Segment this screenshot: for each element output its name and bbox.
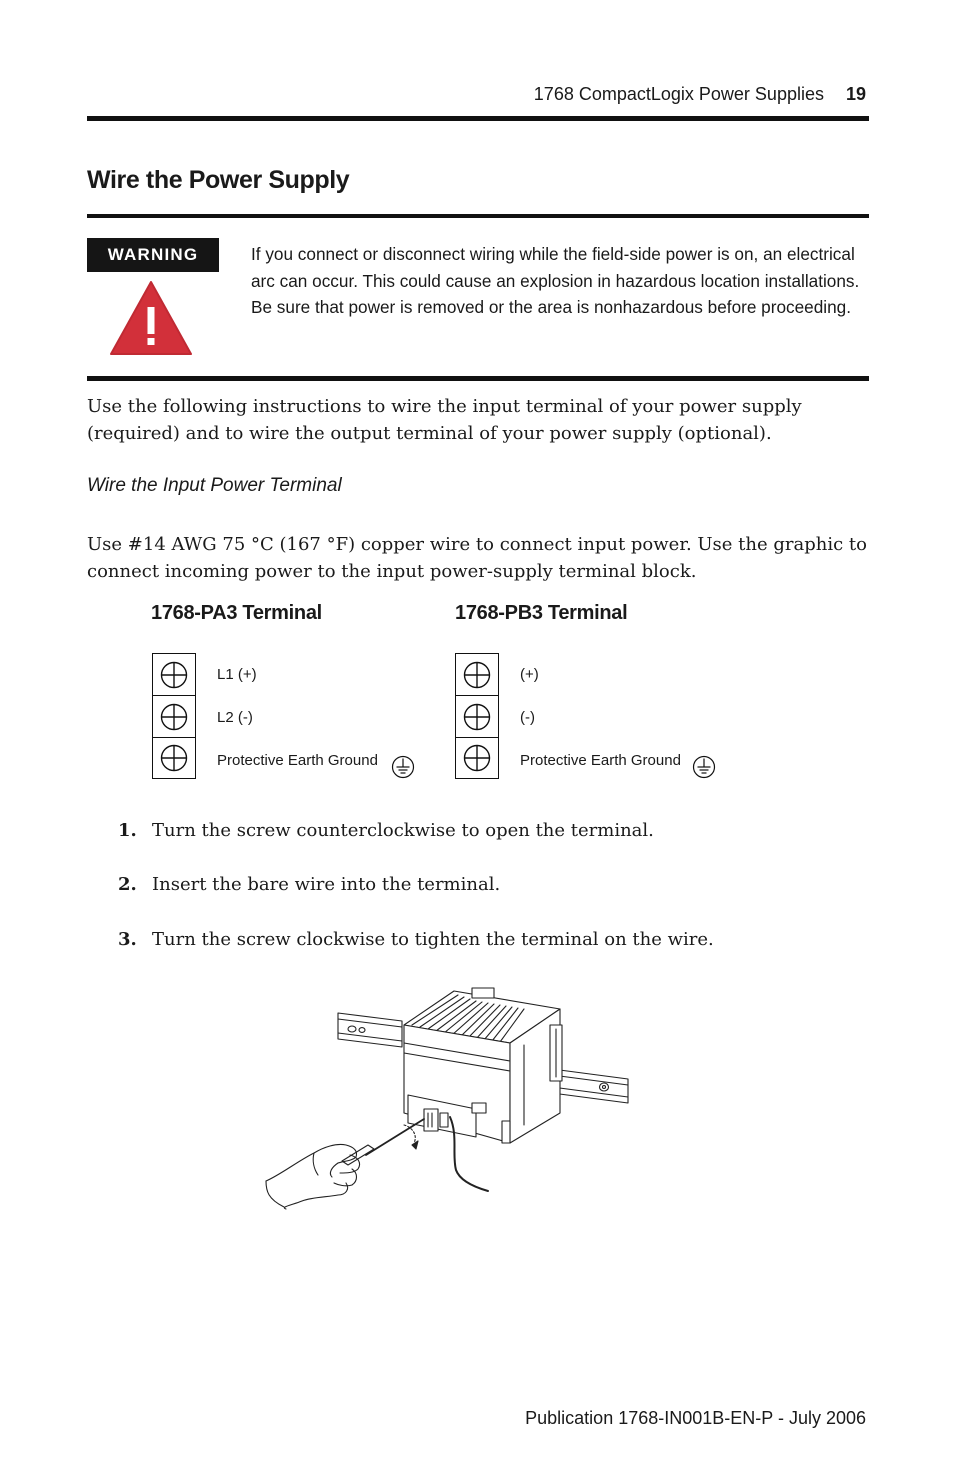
step-2 xyxy=(118,874,500,895)
intro-paragraph: Use the following instructions to wire the input terminal of your power supply (required) and to wire the output terminal of your power supply (optional). xyxy=(87,396,802,444)
step-number: 1. xyxy=(118,820,137,841)
warning-bottom-rule xyxy=(87,376,869,381)
subheading-input-terminal: Wire the Input Power Terminal xyxy=(87,475,342,496)
terminal-screw xyxy=(153,654,195,696)
screw-icon xyxy=(463,744,491,772)
pb3-terminal-block xyxy=(455,653,499,779)
terminal-screw xyxy=(456,654,498,696)
step-text: Insert the bare wire into the terminal. xyxy=(152,874,501,895)
pa3-label-l1: L1 (+) xyxy=(217,666,257,683)
earth-ground-icon xyxy=(692,755,716,779)
pa3-terminal-title: 1768-PA3 Terminal xyxy=(151,602,322,624)
pa3-terminal-block xyxy=(152,653,196,779)
step-text: Turn the screw clockwise to tighten the terminal on the wire. xyxy=(152,929,714,950)
header-rule xyxy=(87,116,869,121)
pa3-label-l2: L2 (-) xyxy=(217,709,253,726)
wiring-illustration xyxy=(262,985,634,1215)
terminal-screw xyxy=(456,738,498,778)
section-title: Wire the Power Supply xyxy=(87,166,350,194)
pa3-label-ground: Protective Earth Ground xyxy=(217,752,378,769)
warning-triangle-icon xyxy=(108,279,194,357)
terminal-screw xyxy=(153,696,195,738)
warning-text: If you connect or disconnect wiring while the field-side power is on, an electrical arc can occur. This could cause an explosion in hazardous location installations. Be sure that power is removed or the area is nonhazardous before proceeding. xyxy=(251,244,860,317)
pb3-label-plus: (+) xyxy=(520,666,539,683)
screw-icon xyxy=(160,703,188,731)
screw-icon xyxy=(463,703,491,731)
pb3-label-ground: Protective Earth Ground xyxy=(520,752,681,769)
step-number: 3. xyxy=(118,929,137,950)
screw-icon xyxy=(160,661,188,689)
terminal-screw xyxy=(456,696,498,738)
step-3 xyxy=(118,929,714,950)
screw-icon xyxy=(160,744,188,772)
running-header xyxy=(534,84,866,105)
publication-footer: Publication 1768-IN001B-EN-P - July 2006 xyxy=(525,1408,866,1428)
pb3-terminal-title: 1768-PB3 Terminal xyxy=(455,602,628,624)
step-number: 2. xyxy=(118,874,137,895)
step-text: Turn the screw counterclockwise to open the terminal. xyxy=(152,820,654,841)
terminal-screw xyxy=(153,738,195,778)
running-title: 1768 CompactLogix Power Supplies xyxy=(533,84,824,104)
warning-top-rule xyxy=(87,214,869,218)
warning-badge: WARNING xyxy=(87,238,219,272)
awg-paragraph: Use #14 AWG 75 °C (167 °F) copper wire to connect input power. Use the graphic to connect incoming power to the input power-supply terminal block. xyxy=(87,534,867,582)
page-number: 19 xyxy=(845,84,866,104)
step-1 xyxy=(118,820,654,841)
earth-ground-icon xyxy=(391,755,415,779)
pb3-label-minus: (-) xyxy=(520,709,535,726)
screw-icon xyxy=(463,661,491,689)
